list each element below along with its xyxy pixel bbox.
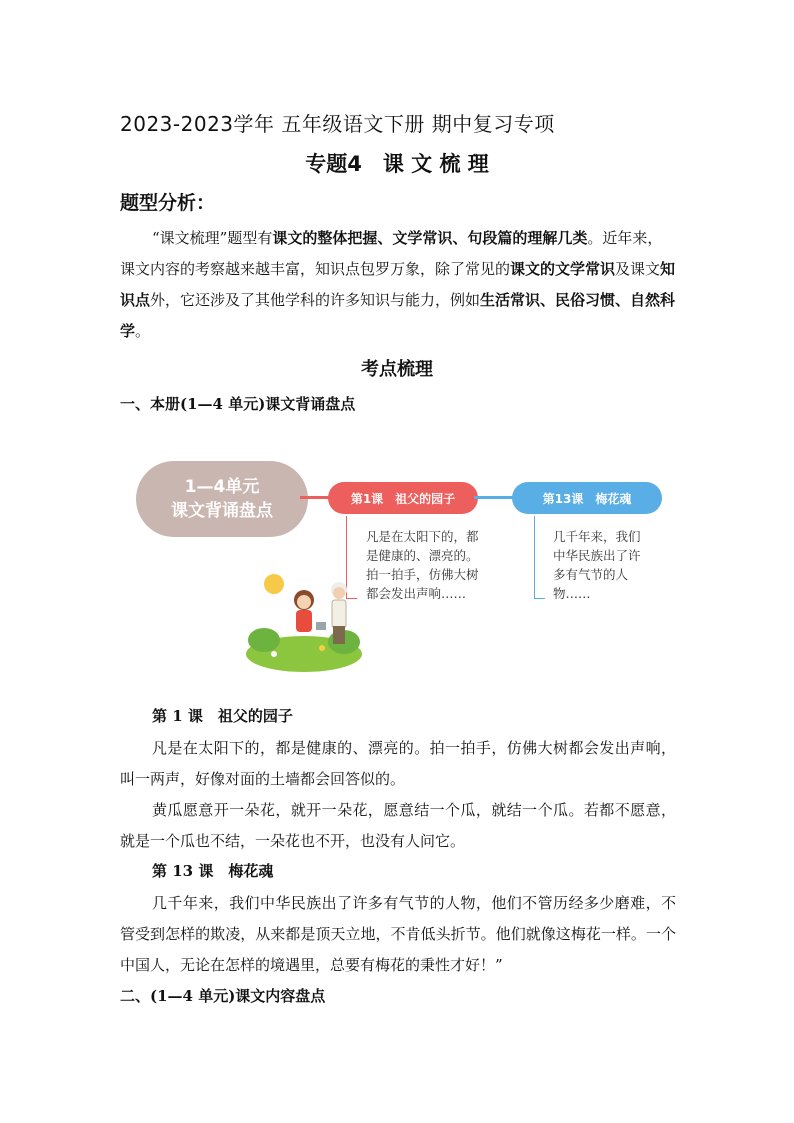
lesson-1-heading: 第 1 课 祖父的园子 xyxy=(152,707,293,725)
analysis-run: 。 xyxy=(135,322,151,340)
document-title: 2023-2023学年 五年级语文下册 期中复习专项 xyxy=(120,112,555,136)
analysis-paragraph xyxy=(120,223,676,347)
card1-line: 都会发出声响…… xyxy=(366,586,467,601)
lesson-13-paragraph: 几千年来，我们中华民族出了许多有气节的人物，他们不管历经多少磨难，不管受到怎样的欺凌，从来都是顶天立地，不肯低头折节。他们就像这梅花一样。一个中国人，无论在怎样的境遇里，总要有梅花的秉性才好！” xyxy=(120,894,676,974)
card2-text xyxy=(553,527,641,603)
analysis-run: 。近年来，课文内容的考察越来越丰富，知识点包罗万象，除了常见的 xyxy=(120,229,663,278)
analysis-run: 及课文 xyxy=(615,260,661,278)
grandfather-pants xyxy=(333,626,345,644)
lesson-13-heading: 第 13 课 梅花魂 xyxy=(152,862,274,880)
flower xyxy=(281,629,287,635)
lesson-1-pill: 第1课 祖父的园子 xyxy=(328,482,478,514)
analysis-run: “课文梳理”题型有 xyxy=(152,229,273,247)
section-2-heading: 二、(1—4 单元)课文内容盘点 xyxy=(120,987,326,1005)
connector-red-blue xyxy=(474,496,516,499)
card2-line: 中华民族出了许 xyxy=(553,548,641,563)
card2-bracket xyxy=(534,516,545,599)
card1-line: 拍一拍手，仿佛大树 xyxy=(366,567,479,582)
card2-line: 多有气节的人 xyxy=(553,567,629,582)
analysis-bold-run: 课文的整体把握、文学常识、句段篇的理解几类 xyxy=(272,229,588,247)
analysis-heading: 题型分析： xyxy=(120,192,216,214)
girl-dress xyxy=(296,610,312,632)
sun-icon xyxy=(264,574,284,594)
analysis-bold-run: 课文的文学常识 xyxy=(510,260,616,278)
analysis-run: 外，它还涉及了其他学科的许多知识与能力，例如 xyxy=(150,291,481,309)
watering-bucket xyxy=(316,622,326,630)
flower xyxy=(271,651,277,657)
lesson-13-pill: 第13课 梅花魂 xyxy=(512,482,662,514)
section-1-heading: 一、本册(1—4 单元)课文背诵盘点 xyxy=(120,395,356,413)
main-pill-line2: 课文背诵盘点 xyxy=(171,501,273,521)
card2-line: 几千年来，我们 xyxy=(553,529,641,544)
grandfather-face xyxy=(333,587,345,599)
main-pill-line1: 1—4单元 xyxy=(184,477,260,497)
analysis-bold-run: 生活常识、民俗习惯、自然科学 xyxy=(120,291,676,340)
points-heading: 考点梳理 xyxy=(361,359,433,380)
bush-left xyxy=(248,628,280,652)
topic-title: 专题4 课 文 梳 理 xyxy=(305,152,489,176)
grandfather-shirt xyxy=(332,600,346,628)
analysis-bold-run: 知识点 xyxy=(120,260,676,309)
lesson-1-paragraph-1: 凡是在太阳下的，都是健康的、漂亮的。拍一拍手，仿佛大树都会发出声响，叫一两声，好像对面的土墙都会回答似的。 xyxy=(120,739,676,788)
card1-line: 凡是在太阳下的，都 xyxy=(366,529,479,544)
recitation-main-pill xyxy=(136,461,308,537)
girl-face xyxy=(297,595,311,609)
flower xyxy=(319,645,325,651)
lesson-1-paragraph-2: 黄瓜愿意开一朵花，就开一朵花，愿意结一个瓜，就结一个瓜。若都不愿意，就是一个瓜也不结，一朵花也不开，也没有人问它。 xyxy=(120,801,676,850)
card1-line: 是健康的、漂亮的。 xyxy=(366,548,479,563)
card2-line: 物…… xyxy=(553,586,591,601)
card1-text xyxy=(366,527,479,603)
garden-illustration xyxy=(244,562,366,674)
